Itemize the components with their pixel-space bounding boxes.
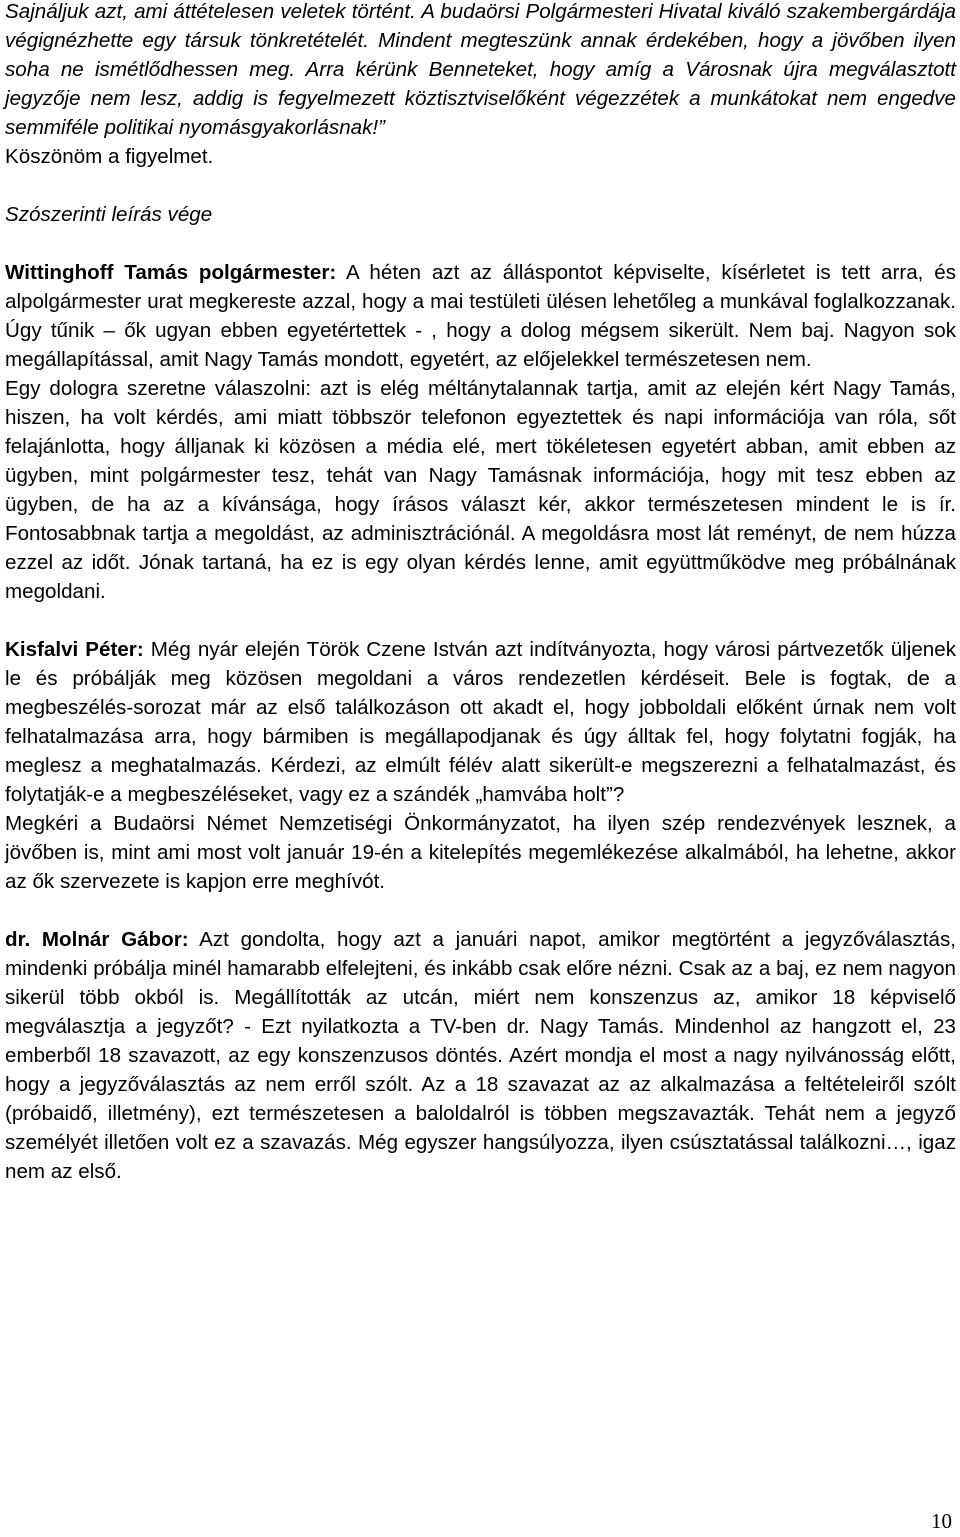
speaker-name: Wittinghoff Tamás polgármester: <box>5 261 337 284</box>
paragraph-text: Azt gondolta, hogy azt a januári napot, amikor megtörtént a jegyzőválasztás, mindenki próbálja minél hamarabb elfelejteni, és inkább csak előre nézni. Csak az a baj, ez nem nagyon sikerül több okból is. Megállították az utcán, miért nem konszenzus az, amikor 18 képviselő megválasztja a jegyzőt? - Ezt nyilatkozta a TV-ben dr. Nagy Tamás. Mindenhol az hangzott el, 23 emberből 18 szavazott, az egy konszenzusos döntés. Azért mondja el most a nagy nyilvánosság előtt, hogy a jegyzőválasztás az nem erről szólt. Az a 18 szavazat az az alkalmazása a feltételeiről szólt (próbaidő, illetmény), ezt természetesen a baloldalról is többen megszavazták. Tehát nem a jegyző személyét illetően volt ez a szavazás. Még egyszer hangsúlyozza, ilyen csúsztatással találkozni…, igaz nem az első. <box>5 928 956 1183</box>
page-number: 10 <box>931 1509 952 1533</box>
intro-quote: Sajnáljuk azt, ami áttételesen veletek történt. A budaörsi Polgármesteri Hivatal kiváló szakembergárdája végignézhette egy társuk tönkretételét. Mindent megteszünk annak érdekében, hogy a jövőben ilyen soha ne ismétlődhessen meg. Arra kérünk Benneteket, hogy amíg a Városnak újra megválasztott jegyzője nem lesz, addig is fegyelmezett köztisztviselőként végezzétek a munkátokat nem engedve semmiféle politikai nyomásgyakorlásnak!” <box>5 0 956 139</box>
paragraph-kisfalvi <box>5 635 956 809</box>
spacer <box>5 229 956 258</box>
paragraph-kisfalvi-cont <box>5 809 956 896</box>
paragraph-text: Megkéri a Budaörsi Német Nemzetiségi Önkormányzatot, ha ilyen szép rendezvények lesznek, a jövőben is, mint ami most volt január 19-én a kitelepítés megemlékezése alkalmából, ha lehetne, akkor az ők szervezete is kapjon erre meghívót. <box>5 812 956 893</box>
verbatim-end-note: Szószerinti leírás vége <box>5 203 213 226</box>
spacer <box>5 606 956 635</box>
speaker-name: dr. Molnár Gábor: <box>5 928 189 951</box>
paragraph-text: Egy dologra szeretne válaszolni: azt is elég méltánytalannak tartja, amit az elején kért Nagy Tamás, hiszen, ha volt kérdés, ami miatt többször telefonon egyeztettek és napi információja van róla, sőt felajánlotta, hogy álljanak ki közösen a média elé, mert tökéletesen egyetért abban, amit ebben az ügyben, mint polgármester tesz, tehát van Nagy Tamásnak információja, hogy mit tesz ebben az ügyben, de ha az a kívánsága, hogy írásos választ kér, akkor természetesen mindent le is ír. Fontosabbnak tartja a megoldást, az adminisztrációnál. A megoldásra most lát reményt, de nem húzza ezzel az időt. Jónak tartaná, ha ez is egy olyan kérdés lenne, amit együttműködve meg próbálnának megoldani. <box>5 377 956 603</box>
spacer <box>5 896 956 925</box>
paragraph-wittinghoff-cont <box>5 374 956 606</box>
spacer <box>5 171 956 200</box>
document-page <box>5 0 956 1186</box>
paragraph-text: A héten azt az álláspontot képviselte, kísérletet is tett arra, és alpolgármester urat megkereste azzal, hogy a mai testületi ülésen lehetőleg a munkával foglalkozzanak. Úgy tűnik – ők ugyan ebben egyetértettek - , hogy a dolog mégsem sikerült. Nem baj. Nagyon sok megállapítással, amit Nagy Tamás mondott, egyetért, az előjelekkel természetesen nem. <box>5 261 956 371</box>
paragraph-text: Még nyár elején Török Czene István azt indítványozta, hogy városi pártvezetők üljenek le és próbálják meg közösen megoldani a város rendezetlen kérdéseit. Bele is fogtak, de a megbeszélés-sorozat már az első találkozáson ott akadt el, hogy jobboldali előként úrnak nem volt felhatalmazása arra, hogy bármiben is megállapodjanak és úgy álltak fel, hogy folytatni fogják, ha meglesz a meghatalmazás. Kérdezi, az elmúlt félév alatt sikerült-e megszerezni a felhatalmazást, és folytatják-e a megbeszéléseket, vagy ez a szándék „hamvába holt”? <box>5 638 956 806</box>
paragraph-wittinghoff <box>5 258 956 374</box>
paragraph-molnar <box>5 925 956 1186</box>
speaker-name: Kisfalvi Péter: <box>5 638 144 661</box>
thanks-line: Köszönöm a figyelmet. <box>5 145 214 168</box>
